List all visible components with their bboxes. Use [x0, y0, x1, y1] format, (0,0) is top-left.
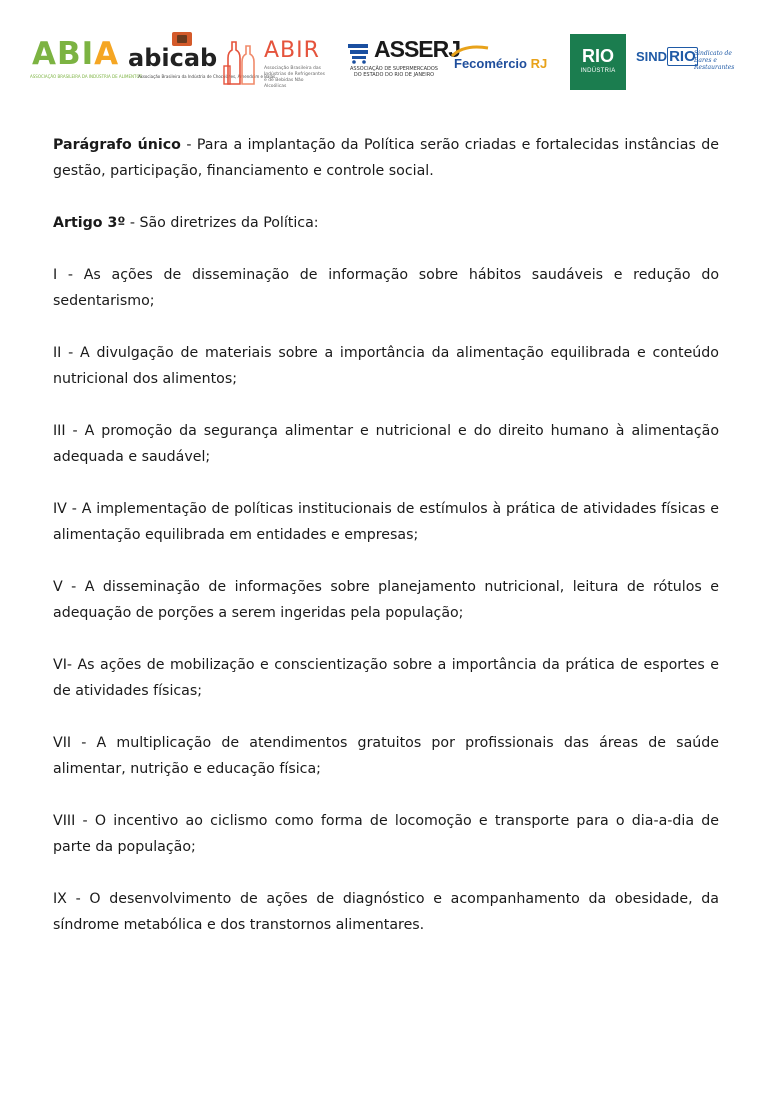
diretriz-item-3: III - A promoção da segurança alimentar e nutricional e do direito humano à alimentação adequada e saudável;	[53, 423, 719, 465]
fecomercio-name: Fecomércio	[454, 56, 527, 71]
rio-industria-logo	[570, 34, 626, 90]
document-body	[53, 132, 719, 964]
fecomercio-logo	[450, 44, 562, 80]
asserj-logo	[346, 36, 461, 88]
bottles-icon	[222, 36, 262, 86]
abicab-caption: Associação Brasileira da Indústria de Chocolates, Amendoim e Balas	[138, 74, 276, 79]
paragrafo-unico-text: - Para a implantação da Política serão criadas e fortalecidas instâncias de gestão, participação, financiamento e controle social.	[53, 137, 719, 179]
diretriz-item-7: VII - A multiplicação de atendimentos gratuitos por profissionais das áreas de saúde alimentar, nutrição e educação física;	[53, 735, 719, 777]
abir-logo	[222, 32, 326, 90]
artigo-3	[53, 210, 719, 236]
abir-caption: Associação Brasileira das Indústrias de Refrigerantes e de Bebidas Não Alcoólicas	[264, 66, 326, 89]
shopping-cart-icon	[346, 40, 374, 64]
sindrio-sind: SIND	[636, 49, 668, 64]
diretriz-item-1: I - As ações de disseminação de informação sobre hábitos saudáveis e redução do sedentarismo;	[53, 267, 719, 309]
diretriz-item-4: IV - A implementação de políticas institucionais de estímulos à prática de atividades físicas e alimentação equilibrada em entidades e empresas;	[53, 501, 719, 543]
artigo-3-label: Artigo 3º	[53, 215, 126, 231]
artigo-3-text: - São diretrizes da Política:	[125, 215, 319, 231]
sindrio-logo	[636, 46, 742, 78]
rio-industria-caption: INDÚSTRIA	[580, 68, 616, 74]
abicab-wordmark: abicab	[128, 44, 218, 72]
paragrafo-unico-label: Parágrafo único	[53, 137, 181, 153]
sindrio-rio: RIO	[669, 48, 696, 65]
paragrafo-unico	[53, 132, 719, 184]
diretriz-item-5: V - A disseminação de informações sobre planejamento nutricional, leitura de rótulos e adequação de porções a serem ingeridas pela população;	[53, 579, 719, 621]
abicab-logo	[128, 32, 276, 88]
diretriz-item-2: II - A divulgação de materiais sobre a importância da alimentação equilibrada e conteúdo nutricional dos alimentos;	[53, 345, 719, 387]
rio-industria-wordmark: RIO	[581, 46, 614, 66]
abia-logo	[30, 34, 143, 86]
logo-header	[30, 30, 742, 92]
abia-wordmark: ABIA	[32, 36, 120, 72]
sindrio-wordmark	[636, 48, 698, 65]
fecomercio-wordmark	[454, 56, 547, 71]
diretriz-item-6: VI- As ações de mobilização e conscientização sobre a importância da prática de esportes e de atividades físicas;	[53, 657, 719, 699]
abia-caption: ASSOCIAÇÃO BRASILEIRA DA INDÚSTRIA DE ALIMENTOS	[30, 74, 143, 79]
asserj-caption: ASSOCIAÇÃO DE SUPERMERCADOS DO ESTADO DO RIO DE JANEIRO	[349, 66, 438, 78]
asserj-wordmark: ASSERJ	[374, 36, 461, 62]
diretriz-item-9: IX - O desenvolvimento de ações de diagnóstico e acompanhamento da obesidade, da síndrome metabólica e dos transtornos alimentares.	[53, 891, 719, 933]
sindrio-caption: Sindicato de Bares e Restaurantes	[694, 50, 735, 71]
diretriz-item-8: VIII - O incentivo ao ciclismo como forma de locomoção e transporte para o dia-a-dia de parte da população;	[53, 813, 719, 855]
fecomercio-suffix: RJ	[530, 56, 548, 71]
abir-wordmark: ABIR	[264, 38, 320, 63]
